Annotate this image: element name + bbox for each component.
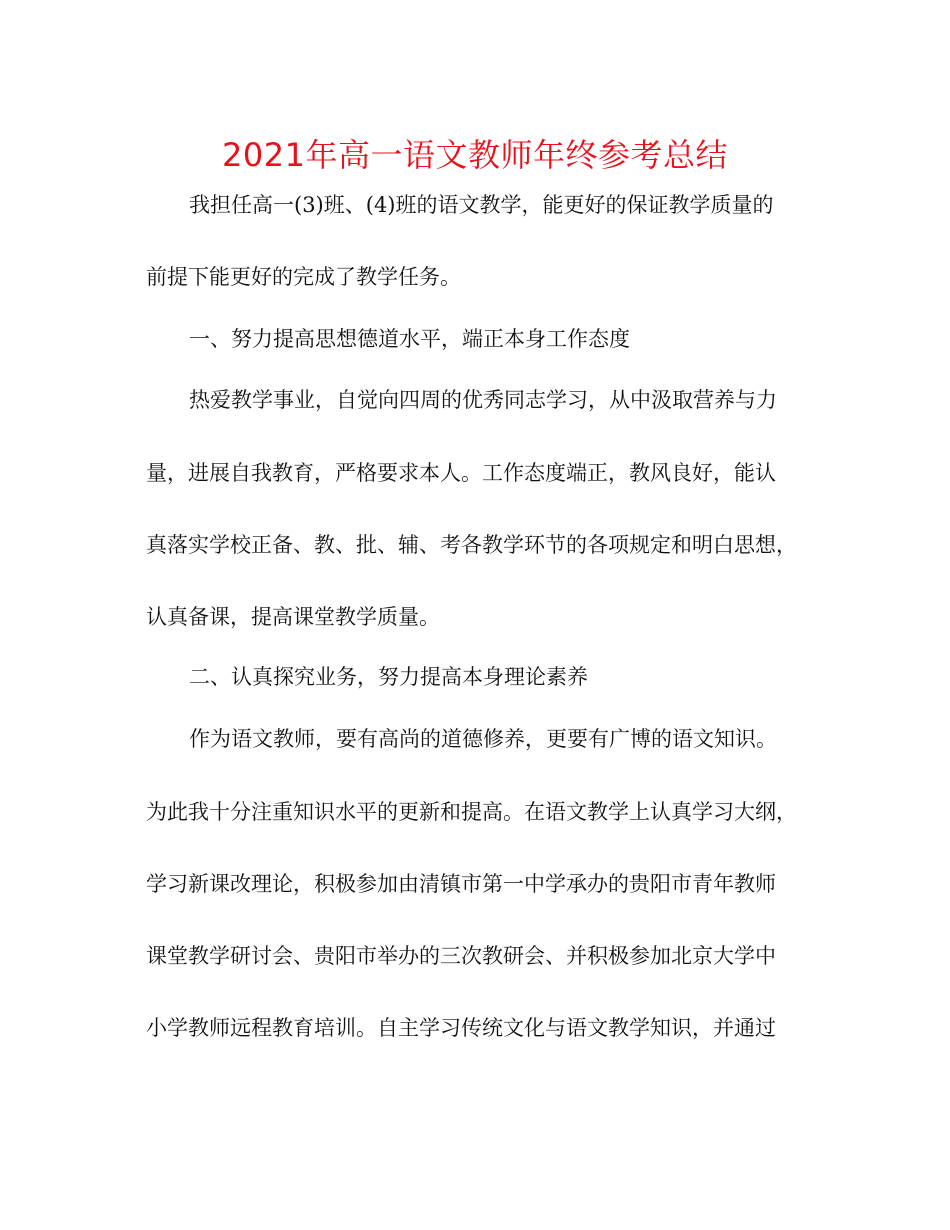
paragraph-line: 作为语文教师，要有高尚的道德修养，更要有广博的语文知识。 [189, 727, 777, 751]
paragraph-line: 小学教师远程教育培训。自主学习传统文化与语文教学知识，并通过 [146, 1016, 776, 1040]
paragraph-line: 认真备课，提高课堂教学质量。 [146, 605, 440, 629]
paragraph-line: 学习新课改理论，积极参加由清镇市第一中学承办的贵阳市青年教师 [146, 872, 776, 896]
paragraph-line: 我担任高一(3)班、(4)班的语文教学，能更好的保证教学质量的 [189, 193, 774, 217]
paragraph-line: 真落实学校正备、教、批、辅、考各教学环节的各项规定和明白思想， [146, 533, 797, 557]
paragraph-line: 量，进展自我教育，严格要求本人。工作态度端正，教风良好，能认 [146, 461, 776, 485]
paragraph-line: 前提下能更好的完成了教学任务。 [146, 265, 461, 289]
paragraph-line: 热爱教学事业，自觉向四周的优秀同志学习，从中汲取营养与力 [189, 388, 777, 412]
document-title: 2021年高一语文教师年终参考总结 [222, 136, 728, 174]
section-heading: 一、努力提高思想德道水平，端正本身工作态度 [189, 327, 630, 351]
paragraph-line: 为此我十分注重知识水平的更新和提高。在语文教学上认真学习大纲， [146, 800, 797, 824]
section-heading: 二、认真探究业务，努力提高本身理论素养 [189, 665, 588, 689]
paragraph-line: 课堂教学研讨会、贵阳市举办的三次教研会、并积极参加北京大学中 [146, 944, 776, 968]
